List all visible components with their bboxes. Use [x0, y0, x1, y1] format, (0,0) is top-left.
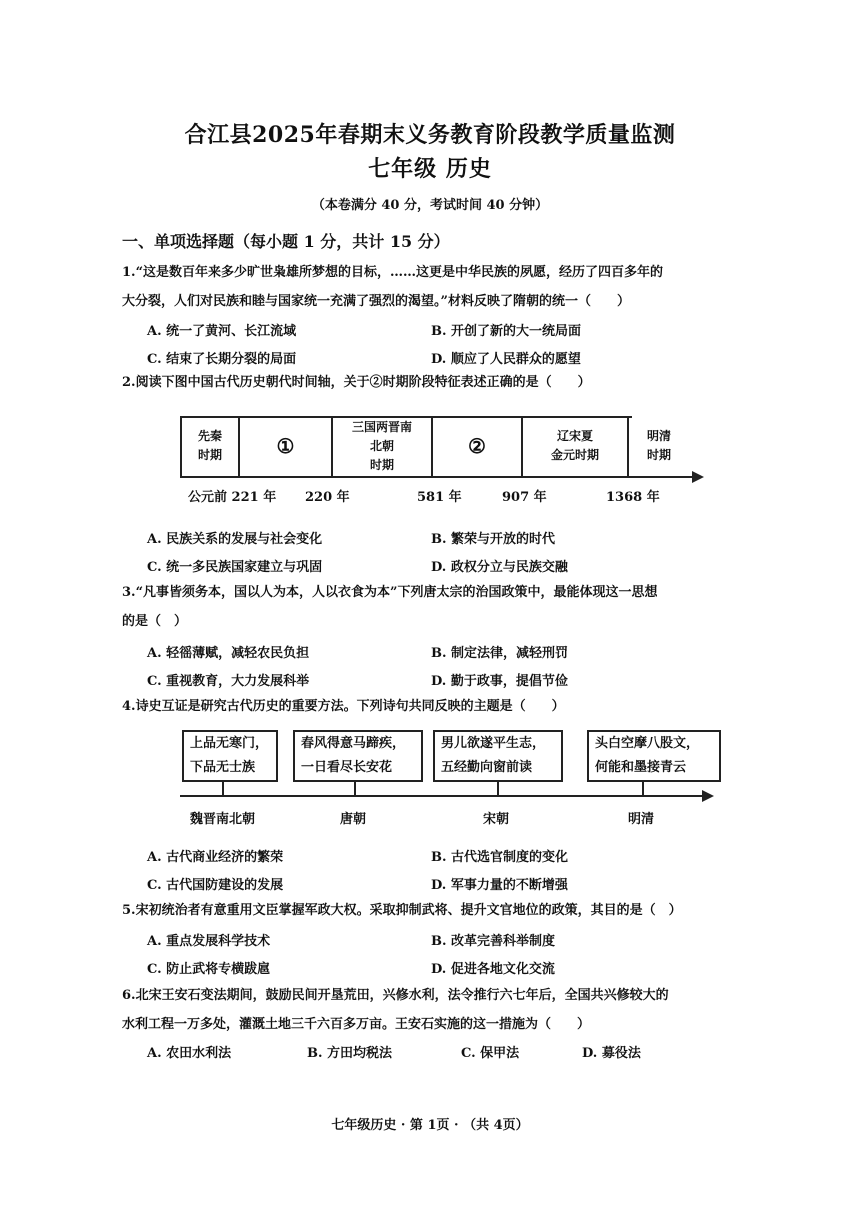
era-label: 明清 [628, 812, 655, 827]
q1-option-d: D. 顺应了人民群众的愿望 [431, 352, 581, 367]
q6-option-c: C. 保甲法 [461, 1046, 520, 1061]
q1-option-c: C. 结束了长期分裂的局面 [147, 352, 297, 367]
poem-line: 五经勤向窗前读 [441, 760, 533, 775]
timeline-axis [180, 795, 706, 797]
poem-timeline [180, 728, 720, 828]
question-6 [122, 981, 772, 1039]
poem-line: 上品无寒门， [190, 736, 269, 751]
question-5-line1: 5.宋初统治者有意重用文臣掌握军政大权。采取抑制武将、提升文官地位的政策，其目的是（ ） [122, 903, 682, 918]
timeline-arrow-icon [702, 790, 714, 802]
question-4 [122, 692, 772, 721]
question-5 [122, 896, 772, 925]
exam-note: （本卷满分 40 分，考试时间 40 分钟） [311, 198, 549, 213]
timeline-cell-pre-qin: 先秦 时期 [197, 429, 222, 462]
timeline-tick [222, 782, 224, 796]
q5-option-a: A. 重点发展科学技术 [147, 934, 271, 949]
timeline-tick [497, 782, 499, 796]
era-label: 魏晋南北朝 [190, 812, 256, 827]
poem-line: 一日看尽长安花 [301, 760, 393, 775]
exam-subtitle: 七年级 历史 [368, 156, 492, 182]
timeline-date: 581 年 [417, 490, 462, 505]
poem-box [433, 730, 563, 782]
q3-option-b: B. 制定法律，减轻刑罚 [431, 646, 569, 661]
timeline-tick [354, 782, 356, 796]
timeline-arrow-icon [692, 471, 704, 483]
q2-option-c: C. 统一多民族国家建立与巩固 [147, 560, 323, 575]
exam-title: 合江县2025年春期末义务教育阶段教学质量监测 [184, 122, 676, 148]
q4-option-a: A. 古代商业经济的繁荣 [147, 850, 284, 865]
q4-option-d: D. 军事力量的不断增强 [431, 878, 568, 893]
poem-box [293, 730, 423, 782]
timeline-cell-1: ① [276, 433, 295, 458]
era-label: 唐朝 [340, 812, 367, 827]
timeline-tick [642, 782, 644, 796]
q4-option-c: C. 古代国防建设的发展 [147, 878, 284, 893]
timeline-cell-three-kingdoms: 三国两晋南 北朝 时期 [351, 419, 412, 472]
poem-box [587, 730, 721, 782]
era-label: 宋朝 [483, 812, 510, 827]
q3-option-d: D. 勤于政事，提倡节俭 [431, 674, 568, 689]
poem-line: 男儿欲遂平生志， [441, 736, 546, 751]
q4-option-b: B. 古代选官制度的变化 [431, 850, 569, 865]
q3-option-a: A. 轻徭薄赋，减轻农民负担 [147, 646, 310, 661]
question-6-line1: 6.北宋王安石变法期间，鼓励民间开垦荒田，兴修水利，法令推行六七年后，全国共兴修较大的 [122, 988, 669, 1003]
q5-option-d: D. 促进各地文化交流 [431, 962, 555, 977]
timeline-date: 1368 年 [606, 490, 660, 505]
q6-option-a: A. 农田水利法 [147, 1046, 232, 1061]
question-2 [122, 368, 772, 397]
question-1-line2: 大分裂，人们对民族和睦与国家统一充满了强烈的渴望。”材料反映了隋朝的统一（ ） [122, 294, 630, 309]
q5-option-b: B. 改革完善科举制度 [431, 934, 556, 949]
timeline-date: 220 年 [305, 490, 350, 505]
q2-option-d: D. 政权分立与民族交融 [431, 560, 568, 575]
timeline-date: 公元前 221 年 [188, 490, 277, 505]
q1-option-b: B. 开创了新的大一统局面 [431, 324, 582, 339]
q6-option-b: B. 方田均税法 [307, 1046, 393, 1061]
q3-option-c: C. 重视教育，大力发展科举 [147, 674, 310, 689]
timeline-date: 907 年 [502, 490, 547, 505]
question-2-line1: 2.阅读下图中国古代历史朝代时间轴，关于②时期阶段特征表述正确的是（ ） [122, 375, 591, 390]
section-heading: 一、单项选择题（每小题 1 分，共计 15 分） [122, 232, 450, 251]
q2-option-b: B. 繁荣与开放的时代 [431, 532, 556, 547]
poem-line: 春风得意马蹄疾， [301, 736, 406, 751]
q5-option-c: C. 防止武将专横跋扈 [147, 962, 271, 977]
poem-box [182, 730, 278, 782]
timeline-cell-liao-song: 辽宋夏 金元时期 [550, 429, 599, 462]
question-6-line2: 水利工程一万多处，灌溉土地三千六百多万亩。王安石实施的这一措施为（ ） [122, 1017, 591, 1032]
q6-option-d: D. 募役法 [582, 1046, 641, 1061]
poem-line: 何能和墨接青云 [595, 760, 687, 775]
q1-option-a: A. 统一了黄河、长江流域 [147, 324, 297, 339]
timeline-cell-2: ② [468, 433, 486, 458]
page-footer: 七年级历史 · 第 1页 · （共 4页） [331, 1118, 529, 1133]
question-3-line1: 3.“凡事皆须务本，国以人为本，人以衣食为本”下列唐太宗的治国政策中，最能体现这一思想 [122, 585, 658, 600]
dynasty-timeline [180, 416, 710, 511]
question-1 [122, 258, 772, 316]
poem-line: 头白空摩八股文， [595, 736, 700, 751]
question-3-line2: 的是（ ） [122, 614, 188, 629]
poem-line: 下品无士族 [190, 760, 256, 775]
timeline-axis [180, 476, 695, 478]
question-1-line1: 1.“这是数百年来多少旷世枭雄所梦想的目标，……这更是中华民族的夙愿，经历了四百多年的 [122, 265, 664, 280]
question-4-line1: 4.诗史互证是研究古代历史的重要方法。下列诗句共同反映的主题是（ ） [122, 699, 565, 714]
q2-option-a: A. 民族关系的发展与社会变化 [147, 532, 323, 547]
timeline-cell-ming-qing: 明清 时期 [646, 429, 671, 462]
question-3 [122, 578, 772, 636]
